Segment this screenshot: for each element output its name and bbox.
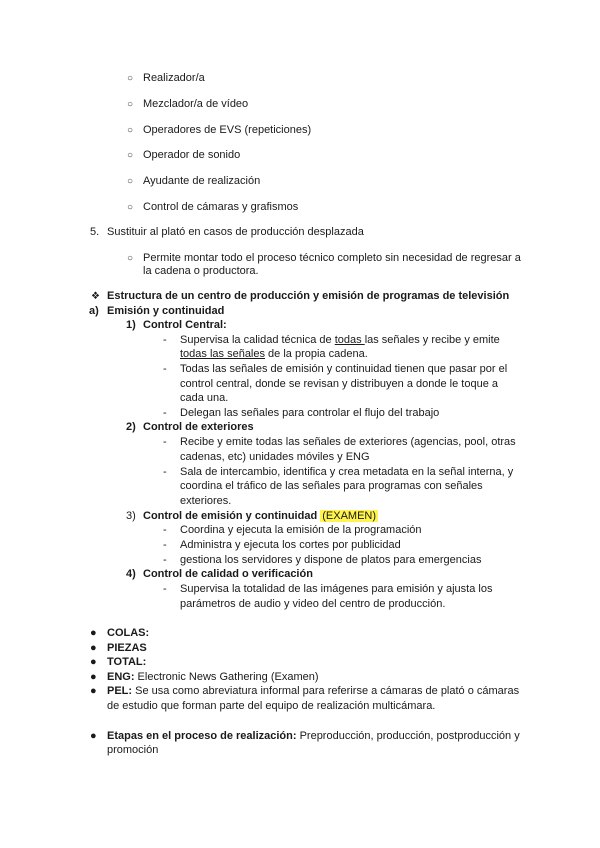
control-calidad-bullet-1-cont: parámetros de audio y video del centro de producción. bbox=[180, 598, 446, 610]
control-exteriores-bullet-1-cont: cadenas, etc) unidades móviles y ENG bbox=[180, 451, 370, 463]
control-central-bullet-2-cont: cada una. bbox=[180, 392, 229, 404]
dash-bullet: - bbox=[163, 334, 167, 346]
control-central-title: Control Central: bbox=[143, 319, 227, 331]
structure-title: Estructura de un centro de producción y emisión de programas de televisión bbox=[107, 290, 510, 302]
dash-bullet: - bbox=[163, 363, 167, 375]
diamond-bullet: ❖ bbox=[91, 291, 100, 302]
list-number: 2) bbox=[126, 421, 136, 433]
control-emision-heading: Control de emisión y continuidad (EXAMEN) bbox=[143, 510, 377, 522]
circle-bullet: ○ bbox=[127, 176, 134, 187]
dot-bullet: ● bbox=[90, 671, 97, 683]
circle-bullet: ○ bbox=[127, 99, 134, 110]
item5-sub-line: Permite montar todo el proceso técnico completo sin necesidad de regresar a bbox=[143, 252, 521, 264]
glossary-pel-cont: de estudio que forman parte del equipo de realización multicámara. bbox=[107, 700, 436, 712]
item5-sub-line: la cadena o productora. bbox=[143, 265, 259, 277]
section-title: Emisión y continuidad bbox=[107, 305, 225, 317]
dash-bullet: - bbox=[163, 583, 167, 595]
control-emision-bullet-3: gestiona los servidores y dispone de platos para emergencias bbox=[180, 554, 482, 566]
control-exteriores-bullet-2-cont: coordina el tráfico de las señales para programas con señales bbox=[180, 480, 483, 492]
dot-bullet: ● bbox=[90, 642, 97, 654]
dash-bullet: - bbox=[163, 524, 167, 536]
dash-bullet: - bbox=[163, 466, 167, 478]
control-central-bullet-1-cont: todas las señales de la propia cadena. bbox=[180, 348, 368, 360]
circle-bullet: ○ bbox=[127, 253, 134, 264]
glossary-piezas: PIEZAS bbox=[107, 642, 147, 654]
control-emision-bullet-1: Coordina y ejecuta la emisión de la programación bbox=[180, 524, 422, 536]
list-number: 4) bbox=[126, 568, 136, 580]
glossary-total: TOTAL: bbox=[107, 656, 147, 668]
etapas-line: Etapas en el proceso de realización: Preproducción, producción, postproducción y bbox=[107, 730, 520, 742]
control-exteriores-title: Control de exteriores bbox=[143, 421, 254, 433]
control-exteriores-bullet-2: Sala de intercambio, identifica y crea metadata en la señal interna, y bbox=[180, 466, 514, 478]
control-exteriores-bullet-2-cont: exteriores. bbox=[180, 495, 232, 507]
glossary-pel: PEL: Se usa como abreviatura informal para referirse a cámaras de plató o cámaras bbox=[107, 685, 520, 697]
list-number: 5. bbox=[90, 226, 100, 238]
circle-bullet: ○ bbox=[127, 125, 134, 136]
section-label: a) bbox=[89, 305, 99, 317]
role-item: Operadores de EVS (repeticiones) bbox=[143, 124, 312, 136]
glossary-colas: COLAS: bbox=[107, 627, 150, 639]
circle-bullet: ○ bbox=[127, 73, 134, 84]
control-central-bullet-2-cont: control central, donde se revisan y distribuyen a donde le toque a bbox=[180, 378, 498, 390]
dot-bullet: ● bbox=[90, 685, 97, 697]
dash-bullet: - bbox=[163, 436, 167, 448]
glossary-eng: ENG: Electronic News Gathering (Examen) bbox=[107, 671, 319, 683]
exam-highlight: (EXAMEN) bbox=[322, 510, 377, 522]
dot-bullet: ● bbox=[90, 656, 97, 668]
role-item: Ayudante de realización bbox=[143, 175, 261, 187]
control-calidad-title: Control de calidad o verificación bbox=[143, 568, 313, 580]
list-number: 1) bbox=[126, 319, 136, 331]
dash-bullet: - bbox=[163, 539, 167, 551]
control-central-bullet-2: Todas las señales de emisión y continuidad tienen que pasar por el bbox=[180, 363, 508, 375]
role-item: Realizador/a bbox=[143, 72, 205, 84]
control-emision-bullet-2: Administra y ejecuta los cortes por publicidad bbox=[180, 539, 401, 551]
role-item: Control de cámaras y grafismos bbox=[143, 201, 299, 213]
control-central-bullet-1: Supervisa la calidad técnica de todas las señales y recibe y emite bbox=[180, 334, 500, 346]
circle-bullet: ○ bbox=[127, 150, 134, 161]
control-calidad-bullet-1: Supervisa la totalidad de las imágenes para emisión y ajusta los bbox=[180, 583, 493, 595]
dash-bullet: - bbox=[163, 554, 167, 566]
control-exteriores-bullet-1: Recibe y emite todas las señales de exteriores (agencias, pool, otras bbox=[180, 436, 516, 448]
dot-bullet: ● bbox=[90, 627, 97, 639]
dot-bullet: ● bbox=[90, 730, 97, 742]
etapas-line-cont: promoción bbox=[107, 744, 159, 756]
dash-bullet: - bbox=[163, 407, 167, 419]
circle-bullet: ○ bbox=[127, 202, 134, 213]
role-item: Operador de sonido bbox=[143, 149, 241, 161]
item5-text: Sustituir al plató en casos de producción desplazada bbox=[107, 226, 364, 238]
list-number: 3) bbox=[126, 510, 136, 522]
role-item: Mezclador/a de vídeo bbox=[143, 98, 249, 110]
control-central-bullet-3: Delegan las señales para controlar el flujo del trabajo bbox=[180, 407, 440, 419]
